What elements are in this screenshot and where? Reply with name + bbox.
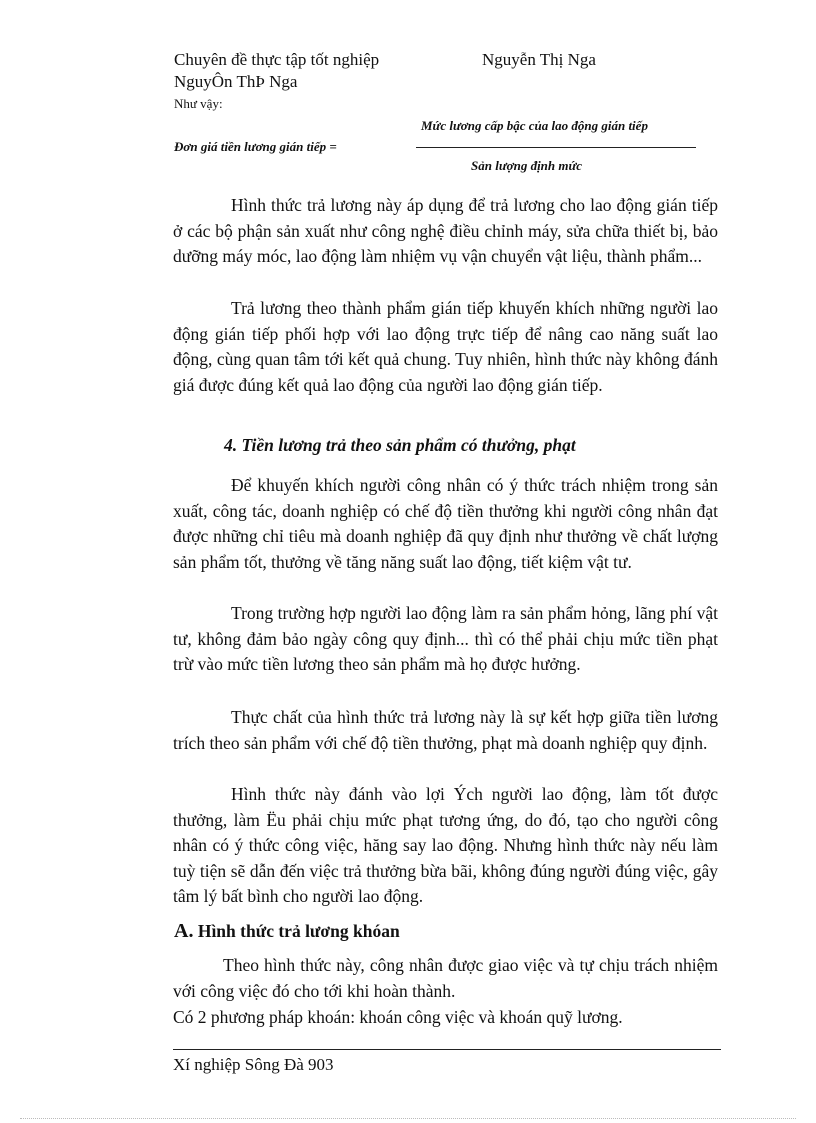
author-name: Nguyễn Thị Nga <box>482 50 596 69</box>
paragraph-2: Trả lương theo thành phẩm gián tiếp khuyến khích những người lao động gián tiếp phối hợp với lao động trực tiếp để nâng cao năng suất lao động, cùng quan tâm tới kết quả chung. Tuy nhiên, hình thức này không đánh giá được đúng kết quả lao động của người lao động gián tiếp. <box>173 298 718 395</box>
footer-company: Xí nghiệp Sông Đà 903 <box>173 1055 334 1074</box>
formula-lhs: Đơn giá tiền lương gián tiếp = <box>174 139 337 154</box>
section-heading-a-text: Hình thức trả lương khóan <box>197 921 400 941</box>
fraction-bar <box>416 147 696 148</box>
paragraph-7: Theo hình thức này, công nhân được giao việc và tự chịu trách nhiệm với công việc đó cho tới khi hoàn thành. <box>173 955 718 1001</box>
paragraph-6: Hình thức này đánh vào lợi Ých người lao động, làm tốt được thưởng, làm Ëu phải chịu mức phạt tương ứng, do đó, tạo cho người công nhân có ý thức công việc, hăng say lao động. Nhưng hình thức này nếu làm tuỳ tiện sẽ dẫn đến việc trả thưởng bừa bãi, không đúng người đúng việc, gây tâm lý bất bình cho người lao động. <box>173 784 718 907</box>
intro-text: Như vậy: <box>174 96 223 111</box>
section-letter: A. <box>174 920 194 942</box>
paragraph-5: Thực chất của hình thức trả lương này là sự kết hợp giữa tiền lương trích theo sản phẩm với chế độ tiền thưởng, phạt mà doanh nghiệp quy định. <box>173 707 718 753</box>
paragraph-4: Trong trường hợp người lao động làm ra sản phẩm hỏng, lãng phí vật tư, không đảm bảo ngày công quy định... thì có thể phải chịu mức tiền phạt trừ vào mức tiền lương theo sản phẩm mà họ được hưởng. <box>173 603 718 675</box>
footer-rule <box>173 1049 721 1050</box>
page-edge-dots <box>20 1118 796 1119</box>
formula-numerator: Mức lương cấp bậc của lao động gián tiếp <box>421 118 648 133</box>
paragraph-8: Có 2 phương pháp khoán: khoán công việc và khoán quỹ lương. <box>173 1007 623 1027</box>
section-heading-a <box>174 920 400 943</box>
doc-title: Chuyên đề thực tập tốt nghiệp <box>174 50 380 69</box>
formula-denominator: Sản lượng định mức <box>471 158 583 173</box>
section-heading-4: 4. Tiền lương trả theo sản phẩm có thưởng, phạt <box>224 435 576 455</box>
paragraph-3: Để khuyến khích người công nhân có ý thức trách nhiệm trong sản xuất, công tác, doanh nghiệp có chế độ tiền thưởng khi người công nhân đạt được những chỉ tiêu mà doanh nghiệp đã quy định như thưởng về chất lượng sản phẩm tốt, thưởng về tăng năng suất lao động, tiết kiệm vật tư. <box>173 475 718 572</box>
author-name-garbled: NguyÔn ThÞ Nga <box>174 72 298 91</box>
paragraph-1: Hình thức trả lương này áp dụng để trả lương cho lao động gián tiếp ở các bộ phận sản xuất như công nghệ điều chỉnh máy, sửa chữa thiết bị, bảo dưỡng máy móc, lao động làm nhiệm vụ vận chuyển vật liệu, thành phẩm... <box>173 195 718 267</box>
